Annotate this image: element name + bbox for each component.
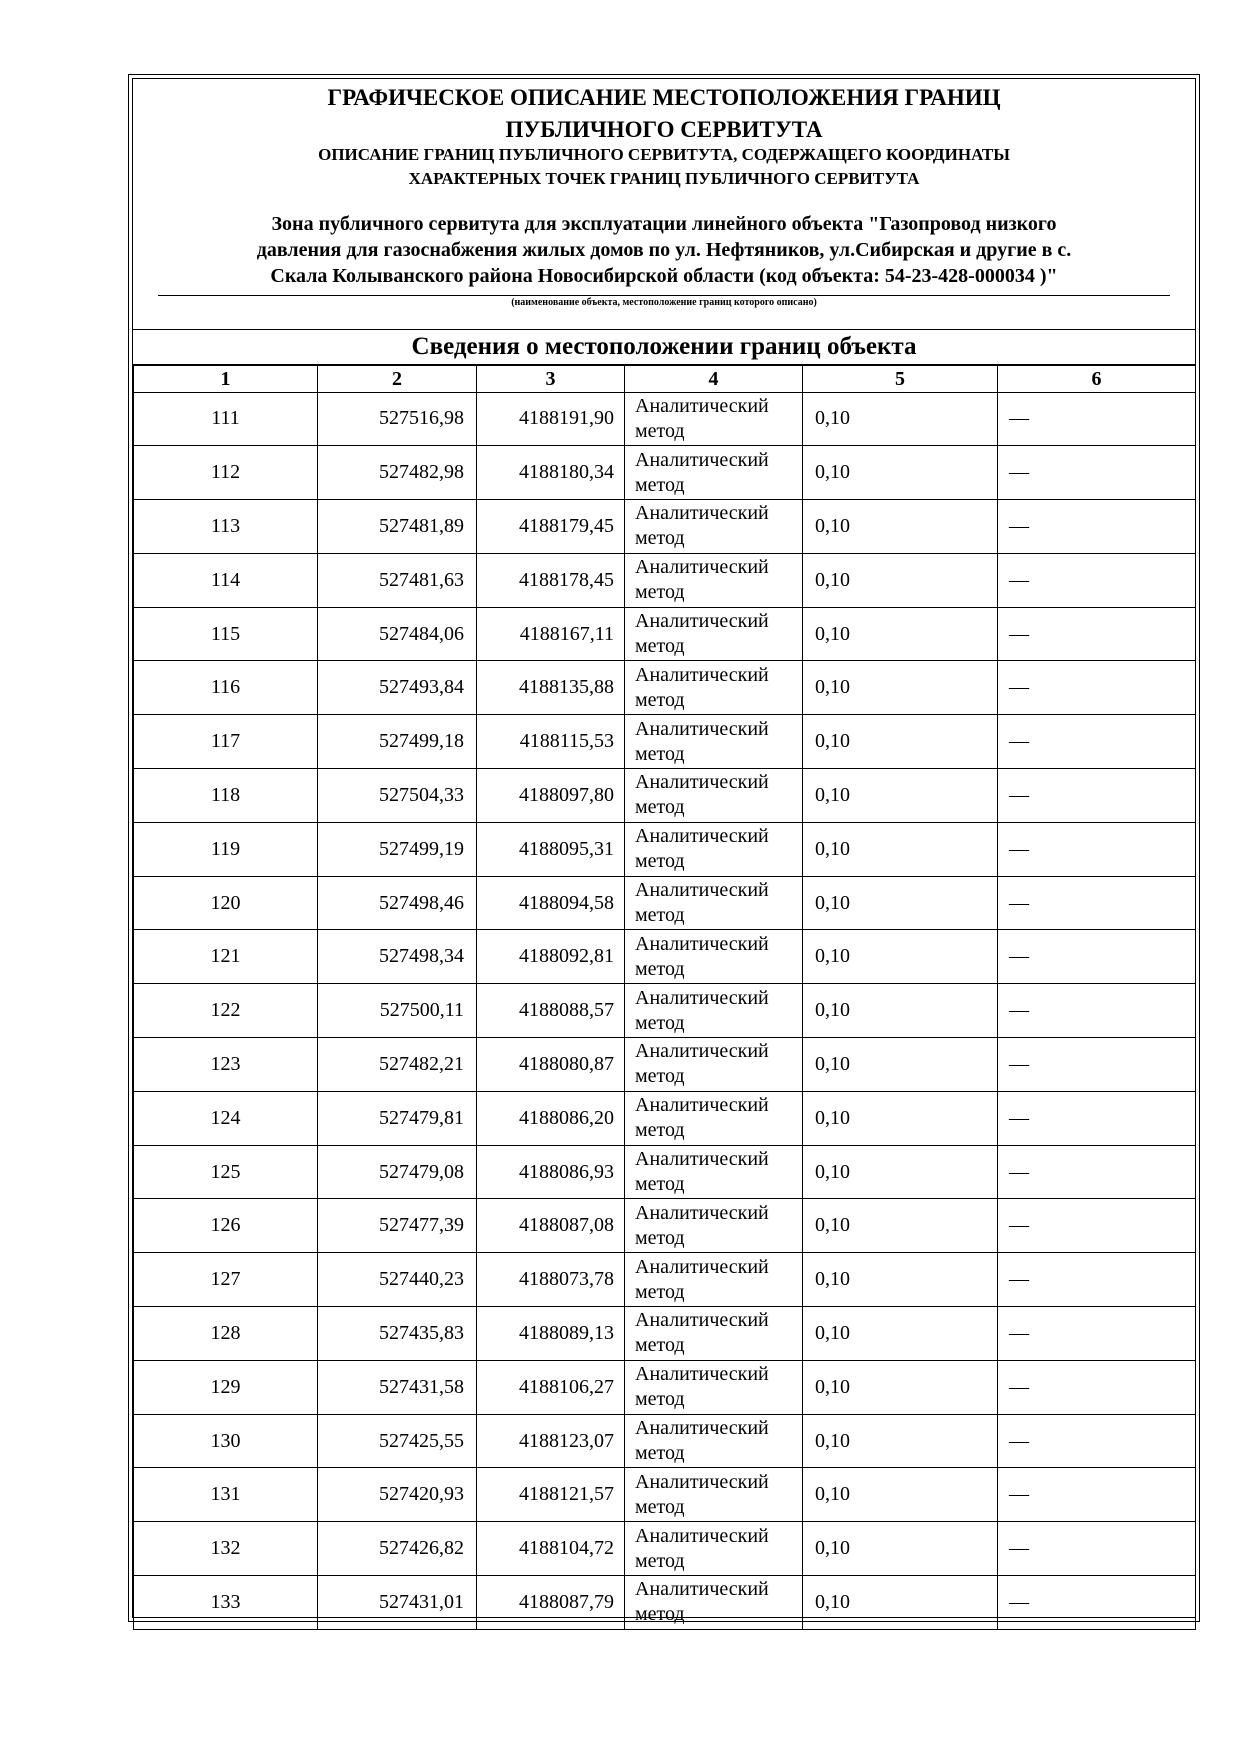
accuracy-cell: 0,10 (803, 1038, 998, 1092)
description-cell: — (998, 1468, 1196, 1522)
point-number-cell: 130 (134, 1414, 318, 1468)
point-number-cell: 128 (134, 1307, 318, 1361)
y-coordinate-cell: 4188095,31 (477, 822, 625, 876)
description-cell: — (998, 822, 1196, 876)
y-coordinate-cell: 4188097,80 (477, 769, 625, 823)
method-line-2: метод (635, 1388, 685, 1411)
object-description-line-2: давления для газоснабжения жилых домов по ул. Нефтяников, ул.Сибирская и другие в с. (256, 239, 1072, 261)
description-cell: — (998, 930, 1196, 984)
method-line-1: Аналитический (635, 1201, 769, 1224)
method-line-1: Аналитический (635, 986, 769, 1009)
document-inner-frame (132, 78, 1196, 1626)
document-header (133, 79, 1195, 329)
accuracy-cell: 0,10 (803, 553, 998, 607)
table-row (134, 1576, 1196, 1630)
accuracy-cell: 0,10 (803, 1468, 998, 1522)
x-coordinate-cell: 527493,84 (318, 661, 477, 715)
point-number-cell: 118 (134, 769, 318, 823)
x-coordinate-cell: 527477,39 (318, 1199, 477, 1253)
x-coordinate-cell: 527481,63 (318, 553, 477, 607)
accuracy-cell: 0,10 (803, 1414, 998, 1468)
x-coordinate-cell: 527481,89 (318, 500, 477, 554)
method-cell (625, 1522, 803, 1576)
point-number-cell: 116 (134, 661, 318, 715)
x-coordinate-cell: 527484,06 (318, 607, 477, 661)
description-cell: — (998, 769, 1196, 823)
method-cell (625, 446, 803, 500)
method-cell (625, 984, 803, 1038)
method-cell (625, 715, 803, 769)
method-line-1: Аналитический (635, 1363, 769, 1386)
table-row (134, 876, 1196, 930)
table-row (134, 1199, 1196, 1253)
table-row (134, 1360, 1196, 1414)
point-number-cell: 112 (134, 446, 318, 500)
method-line-1: Аналитический (635, 1309, 769, 1332)
x-coordinate-cell: 527482,21 (318, 1038, 477, 1092)
method-cell (625, 822, 803, 876)
point-number-cell: 131 (134, 1468, 318, 1522)
description-cell: — (998, 1145, 1196, 1199)
method-line-1: Аналитический (635, 610, 769, 633)
method-line-1: Аналитический (635, 825, 769, 848)
table-row (134, 1145, 1196, 1199)
method-line-1: Аналитический (635, 1578, 769, 1601)
x-coordinate-cell: 527479,08 (318, 1145, 477, 1199)
description-cell: — (998, 1360, 1196, 1414)
description-cell: — (998, 500, 1196, 554)
point-number-cell: 125 (134, 1145, 318, 1199)
subtitle-line-1: ОПИСАНИЕ ГРАНИЦ ПУБЛИЧНОГО СЕРВИТУТА, СОДЕРЖАЩЕГО КООРДИНАТЫ (318, 145, 1010, 164)
y-coordinate-cell: 4188115,53 (477, 715, 625, 769)
description-cell: — (998, 392, 1196, 446)
method-line-2: метод (635, 1173, 685, 1196)
title-line-2: ПУБЛИЧНОГО СЕРВИТУТА (505, 117, 823, 142)
method-line-2: метод (635, 635, 685, 658)
document-frame (128, 74, 1200, 1626)
coordinates-table (133, 364, 1196, 1630)
description-cell: — (998, 1307, 1196, 1361)
description-cell: — (998, 1576, 1196, 1630)
method-cell (625, 1468, 803, 1522)
accuracy-cell: 0,10 (803, 1576, 998, 1630)
section-title: Сведения о местоположении границ объекта (133, 329, 1195, 364)
point-number-cell: 133 (134, 1576, 318, 1630)
accuracy-cell: 0,10 (803, 500, 998, 554)
point-number-cell: 113 (134, 500, 318, 554)
method-line-1: Аналитический (635, 394, 769, 417)
method-line-2: метод (635, 1011, 685, 1034)
method-line-2: метод (635, 1495, 685, 1518)
accuracy-cell: 0,10 (803, 1522, 998, 1576)
description-cell: — (998, 1522, 1196, 1576)
description-cell: — (998, 1253, 1196, 1307)
method-line-1: Аналитический (635, 879, 769, 902)
method-line-1: Аналитический (635, 717, 769, 740)
method-line-2: метод (635, 1226, 685, 1249)
column-header-4: 4 (625, 365, 803, 392)
method-cell (625, 1253, 803, 1307)
title-line-1: ГРАФИЧЕСКОЕ ОПИСАНИЕ МЕСТОПОЛОЖЕНИЯ ГРАНИЦ (327, 85, 1001, 110)
x-coordinate-cell: 527425,55 (318, 1414, 477, 1468)
x-coordinate-cell: 527431,58 (318, 1360, 477, 1414)
point-number-cell: 120 (134, 876, 318, 930)
method-cell (625, 1360, 803, 1414)
point-number-cell: 114 (134, 553, 318, 607)
object-caption: (наименование объекта, местоположение границ которого описано) (511, 297, 817, 308)
method-line-2: метод (635, 1603, 685, 1626)
accuracy-cell: 0,10 (803, 607, 998, 661)
method-line-2: метод (635, 688, 685, 711)
table-row (134, 822, 1196, 876)
method-line-2: метод (635, 1549, 685, 1572)
method-cell (625, 500, 803, 554)
x-coordinate-cell: 527499,19 (318, 822, 477, 876)
y-coordinate-cell: 4188178,45 (477, 553, 625, 607)
y-coordinate-cell: 4188106,27 (477, 1360, 625, 1414)
method-cell (625, 553, 803, 607)
point-number-cell: 115 (134, 607, 318, 661)
method-line-2: метод (635, 742, 685, 765)
x-coordinate-cell: 527440,23 (318, 1253, 477, 1307)
y-coordinate-cell: 4188094,58 (477, 876, 625, 930)
method-cell (625, 1038, 803, 1092)
object-description-line-3: Скала Колыванского района Новосибирской области (код объекта: 54-23-428-000034 )" (270, 265, 1058, 287)
table-row (134, 715, 1196, 769)
point-number-cell: 117 (134, 715, 318, 769)
method-line-1: Аналитический (635, 1524, 769, 1547)
method-cell (625, 607, 803, 661)
method-line-2: метод (635, 1334, 685, 1357)
table-body (134, 392, 1196, 1629)
y-coordinate-cell: 4188135,88 (477, 661, 625, 715)
table-row (134, 500, 1196, 554)
subtitle-line-2: ХАРАКТЕРНЫХ ТОЧЕК ГРАНИЦ ПУБЛИЧНОГО СЕРВИТУТА (408, 169, 920, 188)
y-coordinate-cell: 4188089,13 (477, 1307, 625, 1361)
x-coordinate-cell: 527431,01 (318, 1576, 477, 1630)
method-cell (625, 1307, 803, 1361)
accuracy-cell: 0,10 (803, 715, 998, 769)
description-cell: — (998, 1414, 1196, 1468)
method-cell (625, 661, 803, 715)
y-coordinate-cell: 4188073,78 (477, 1253, 625, 1307)
description-cell: — (998, 661, 1196, 715)
y-coordinate-cell: 4188087,08 (477, 1199, 625, 1253)
table-header-row (134, 365, 1196, 392)
object-description-line-1: Зона публичного сервитута для эксплуатации линейного объекта "Газопровод низкого (271, 213, 1057, 235)
method-line-1: Аналитический (635, 1417, 769, 1440)
accuracy-cell: 0,10 (803, 661, 998, 715)
method-line-2: метод (635, 850, 685, 873)
point-number-cell: 126 (134, 1199, 318, 1253)
column-header-6: 6 (998, 365, 1196, 392)
accuracy-cell: 0,10 (803, 1307, 998, 1361)
column-header-3: 3 (477, 365, 625, 392)
method-cell (625, 392, 803, 446)
accuracy-cell: 0,10 (803, 1145, 998, 1199)
method-cell (625, 1576, 803, 1630)
description-cell: — (998, 553, 1196, 607)
table-row (134, 930, 1196, 984)
method-line-1: Аналитический (635, 771, 769, 794)
x-coordinate-cell: 527498,34 (318, 930, 477, 984)
method-cell (625, 769, 803, 823)
y-coordinate-cell: 4188080,87 (477, 1038, 625, 1092)
y-coordinate-cell: 4188086,20 (477, 1091, 625, 1145)
table-row (134, 1414, 1196, 1468)
accuracy-cell: 0,10 (803, 930, 998, 984)
table-row (134, 392, 1196, 446)
method-line-2: метод (635, 527, 685, 550)
method-cell (625, 1414, 803, 1468)
x-coordinate-cell: 527499,18 (318, 715, 477, 769)
accuracy-cell: 0,10 (803, 1253, 998, 1307)
method-line-1: Аналитический (635, 1470, 769, 1493)
method-cell (625, 1091, 803, 1145)
y-coordinate-cell: 4188180,34 (477, 446, 625, 500)
method-line-1: Аналитический (635, 663, 769, 686)
accuracy-cell: 0,10 (803, 769, 998, 823)
method-line-1: Аналитический (635, 1040, 769, 1063)
point-number-cell: 122 (134, 984, 318, 1038)
y-coordinate-cell: 4188104,72 (477, 1522, 625, 1576)
table-row (134, 661, 1196, 715)
table-row (134, 1307, 1196, 1361)
point-number-cell: 123 (134, 1038, 318, 1092)
y-coordinate-cell: 4188087,79 (477, 1576, 625, 1630)
y-coordinate-cell: 4188121,57 (477, 1468, 625, 1522)
method-line-1: Аналитический (635, 1255, 769, 1278)
table-row (134, 1522, 1196, 1576)
accuracy-cell: 0,10 (803, 1360, 998, 1414)
x-coordinate-cell: 527479,81 (318, 1091, 477, 1145)
description-cell: — (998, 446, 1196, 500)
point-number-cell: 121 (134, 930, 318, 984)
table-row (134, 607, 1196, 661)
description-cell: — (998, 1199, 1196, 1253)
table-row (134, 1091, 1196, 1145)
method-cell (625, 876, 803, 930)
column-header-5: 5 (803, 365, 998, 392)
method-line-2: метод (635, 419, 685, 442)
method-cell (625, 1199, 803, 1253)
method-line-2: метод (635, 1065, 685, 1088)
x-coordinate-cell: 527435,83 (318, 1307, 477, 1361)
method-line-2: метод (635, 957, 685, 980)
point-number-cell: 127 (134, 1253, 318, 1307)
x-coordinate-cell: 527516,98 (318, 392, 477, 446)
y-coordinate-cell: 4188086,93 (477, 1145, 625, 1199)
method-line-2: метод (635, 904, 685, 927)
method-cell (625, 1145, 803, 1199)
accuracy-cell: 0,10 (803, 876, 998, 930)
table-row (134, 446, 1196, 500)
x-coordinate-cell: 527504,33 (318, 769, 477, 823)
table-row (134, 553, 1196, 607)
table-row (134, 1468, 1196, 1522)
method-cell (625, 930, 803, 984)
y-coordinate-cell: 4188179,45 (477, 500, 625, 554)
description-cell: — (998, 984, 1196, 1038)
method-line-2: метод (635, 796, 685, 819)
accuracy-cell: 0,10 (803, 822, 998, 876)
point-number-cell: 129 (134, 1360, 318, 1414)
table-row (134, 769, 1196, 823)
description-cell: — (998, 1091, 1196, 1145)
method-line-1: Аналитический (635, 1094, 769, 1117)
accuracy-cell: 0,10 (803, 392, 998, 446)
table-row (134, 1253, 1196, 1307)
accuracy-cell: 0,10 (803, 1199, 998, 1253)
method-line-2: метод (635, 1442, 685, 1465)
table-row (134, 1038, 1196, 1092)
point-number-cell: 111 (134, 392, 318, 446)
method-line-2: метод (635, 1119, 685, 1142)
y-coordinate-cell: 4188123,07 (477, 1414, 625, 1468)
column-header-2: 2 (318, 365, 477, 392)
y-coordinate-cell: 4188088,57 (477, 984, 625, 1038)
y-coordinate-cell: 4188167,11 (477, 607, 625, 661)
y-coordinate-cell: 4188191,90 (477, 392, 625, 446)
x-coordinate-cell: 527426,82 (318, 1522, 477, 1576)
table-row (134, 984, 1196, 1038)
point-number-cell: 124 (134, 1091, 318, 1145)
x-coordinate-cell: 527420,93 (318, 1468, 477, 1522)
method-line-1: Аналитический (635, 1148, 769, 1171)
description-cell: — (998, 715, 1196, 769)
method-line-1: Аналитический (635, 556, 769, 579)
method-line-2: метод (635, 473, 685, 496)
x-coordinate-cell: 527482,98 (318, 446, 477, 500)
method-line-1: Аналитический (635, 932, 769, 955)
description-cell: — (998, 607, 1196, 661)
description-cell: — (998, 876, 1196, 930)
y-coordinate-cell: 4188092,81 (477, 930, 625, 984)
accuracy-cell: 0,10 (803, 446, 998, 500)
description-cell: — (998, 1038, 1196, 1092)
object-description (133, 211, 1195, 289)
method-line-1: Аналитический (635, 502, 769, 525)
accuracy-cell: 0,10 (803, 1091, 998, 1145)
accuracy-cell: 0,10 (803, 984, 998, 1038)
x-coordinate-cell: 527500,11 (318, 984, 477, 1038)
method-line-2: метод (635, 1280, 685, 1303)
point-number-cell: 132 (134, 1522, 318, 1576)
method-line-2: метод (635, 581, 685, 604)
method-line-1: Аналитический (635, 448, 769, 471)
object-underline (158, 295, 1170, 296)
column-header-1: 1 (134, 365, 318, 392)
point-number-cell: 119 (134, 822, 318, 876)
x-coordinate-cell: 527498,46 (318, 876, 477, 930)
